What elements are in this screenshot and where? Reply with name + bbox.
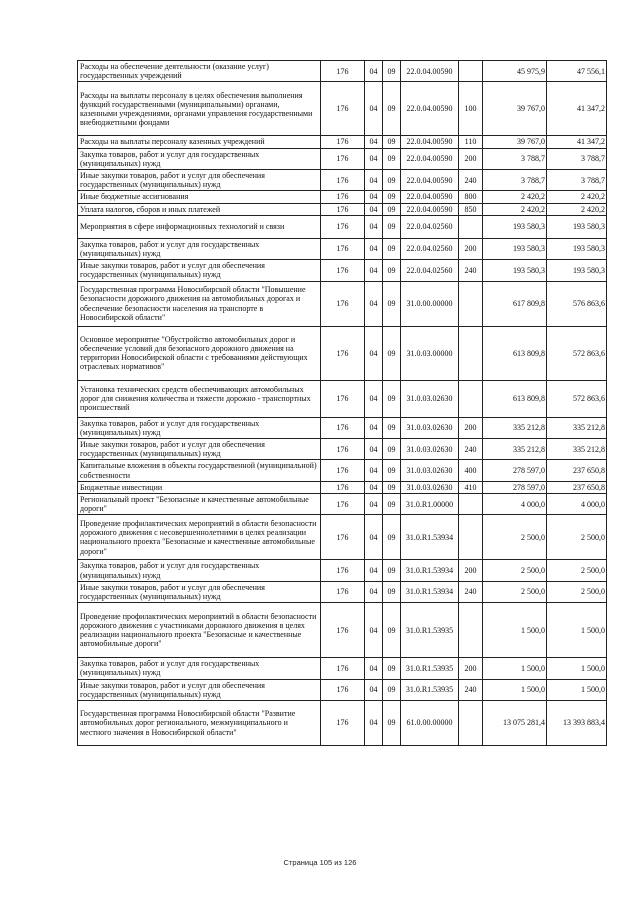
target-article-cell: 31.0.R1.53935 xyxy=(401,658,459,679)
amount-year1-cell: 13 075 281,4 xyxy=(483,701,547,746)
amount-year1-cell: 2 420,2 xyxy=(483,203,547,215)
row-name-cell: Уплата налогов, сборов и иных платежей xyxy=(78,203,321,215)
expense-type-cell: 240 xyxy=(459,581,483,602)
table-body xyxy=(78,61,607,746)
expense-type-cell xyxy=(459,380,483,417)
amount-year2-cell: 47 556,1 xyxy=(547,61,607,82)
expense-type-cell: 240 xyxy=(459,679,483,700)
amount-year2-cell: 335 212,8 xyxy=(547,417,607,438)
grbs-code-cell: 176 xyxy=(321,238,365,259)
amount-year2-cell: 572 863,6 xyxy=(547,326,607,380)
table-row xyxy=(78,701,607,746)
subsection-code-cell: 09 xyxy=(383,82,401,136)
row-name-cell: Проведение профилактических мероприятий в области безопасности дорожного движения с несовершеннолетними в целях реализации национального проекта "Безопасные и качественные автомобильные дороги" xyxy=(78,515,321,560)
row-name-cell: Закупка товаров, работ и услуг для государственных (муниципальных) нужд xyxy=(78,238,321,259)
grbs-code-cell: 176 xyxy=(321,460,365,481)
subsection-code-cell: 09 xyxy=(383,417,401,438)
grbs-code-cell: 176 xyxy=(321,260,365,281)
amount-year2-cell: 2 500,0 xyxy=(547,560,607,581)
amount-year1-cell: 2 500,0 xyxy=(483,515,547,560)
amount-year1-cell: 2 500,0 xyxy=(483,560,547,581)
grbs-code-cell: 176 xyxy=(321,481,365,493)
expense-type-cell: 200 xyxy=(459,658,483,679)
amount-year2-cell: 335 212,8 xyxy=(547,439,607,460)
amount-year1-cell: 1 500,0 xyxy=(483,603,547,658)
amount-year1-cell: 193 580,3 xyxy=(483,260,547,281)
table-row xyxy=(78,136,607,148)
table-row xyxy=(78,481,607,493)
section-code-cell: 04 xyxy=(365,61,383,82)
row-name-cell: Расходы на выплаты персоналу в целях обеспечения выполнения функций государственными (муниципальными) органами, казенными учреждениями, органами управления государственными внебюджетными фондами xyxy=(78,82,321,136)
expense-type-cell: 200 xyxy=(459,417,483,438)
row-name-cell: Мероприятия в сфере информационных технологий и связи xyxy=(78,215,321,238)
row-name-cell: Государственная программа Новосибирской области "Развитие автомобильных дорог регионального, межмуниципального и местного значения в Новосибирской области" xyxy=(78,701,321,746)
expense-type-cell xyxy=(459,603,483,658)
row-name-cell: Иные закупки товаров, работ и услуг для обеспечения государственных (муниципальных) нужд xyxy=(78,679,321,700)
section-code-cell: 04 xyxy=(365,380,383,417)
table-row xyxy=(78,203,607,215)
row-name-cell: Бюджетные инвестиции xyxy=(78,481,321,493)
target-article-cell: 22.0.04.02560 xyxy=(401,215,459,238)
grbs-code-cell: 176 xyxy=(321,61,365,82)
amount-year2-cell: 2 420,2 xyxy=(547,191,607,203)
expense-type-cell: 240 xyxy=(459,439,483,460)
grbs-code-cell: 176 xyxy=(321,603,365,658)
section-code-cell: 04 xyxy=(365,679,383,700)
amount-year2-cell: 13 393 883,4 xyxy=(547,701,607,746)
section-code-cell: 04 xyxy=(365,560,383,581)
table-row xyxy=(78,679,607,700)
amount-year2-cell: 2 500,0 xyxy=(547,581,607,602)
target-article-cell: 22.0.04.00590 xyxy=(401,148,459,169)
amount-year2-cell: 193 580,3 xyxy=(547,215,607,238)
table-row xyxy=(78,215,607,238)
table-row xyxy=(78,82,607,136)
row-name-cell: Иные закупки товаров, работ и услуг для обеспечения государственных (муниципальных) нужд xyxy=(78,170,321,191)
amount-year1-cell: 4 000,0 xyxy=(483,494,547,515)
amount-year2-cell: 2 420,2 xyxy=(547,203,607,215)
amount-year1-cell: 2 420,2 xyxy=(483,191,547,203)
target-article-cell: 22.0.04.02560 xyxy=(401,238,459,259)
target-article-cell: 31.0.03.02630 xyxy=(401,380,459,417)
target-article-cell: 22.0.04.02560 xyxy=(401,260,459,281)
expense-type-cell: 100 xyxy=(459,82,483,136)
target-article-cell: 31.0.R1.53934 xyxy=(401,581,459,602)
row-name-cell: Установка технических средств обеспечивающих автомобильных дорог для снижения количества и тяжести дорожно - транспортных происшествий xyxy=(78,380,321,417)
amount-year2-cell: 237 650,8 xyxy=(547,460,607,481)
expense-type-cell xyxy=(459,215,483,238)
amount-year2-cell: 576 863,6 xyxy=(547,281,607,326)
amount-year2-cell: 1 500,0 xyxy=(547,679,607,700)
table-row xyxy=(78,417,607,438)
subsection-code-cell: 09 xyxy=(383,215,401,238)
target-article-cell: 22.0.04.00590 xyxy=(401,136,459,148)
target-article-cell: 31.0.R1.53935 xyxy=(401,603,459,658)
amount-year2-cell: 3 788,7 xyxy=(547,170,607,191)
subsection-code-cell: 09 xyxy=(383,136,401,148)
subsection-code-cell: 09 xyxy=(383,494,401,515)
amount-year2-cell: 41 347,2 xyxy=(547,136,607,148)
grbs-code-cell: 176 xyxy=(321,701,365,746)
table-row xyxy=(78,581,607,602)
grbs-code-cell: 176 xyxy=(321,191,365,203)
amount-year2-cell: 2 500,0 xyxy=(547,515,607,560)
amount-year2-cell: 3 788,7 xyxy=(547,148,607,169)
row-name-cell: Иные бюджетные ассигнования xyxy=(78,191,321,203)
amount-year1-cell: 39 767,0 xyxy=(483,136,547,148)
subsection-code-cell: 09 xyxy=(383,238,401,259)
subsection-code-cell: 09 xyxy=(383,679,401,700)
expense-type-cell xyxy=(459,701,483,746)
target-article-cell: 31.0.R1.53935 xyxy=(401,679,459,700)
section-code-cell: 04 xyxy=(365,238,383,259)
table-row xyxy=(78,560,607,581)
row-name-cell: Основное мероприятие "Обустройство автомобильных дорог и обеспечение условий для безопасного дорожного движения на территории Новосибирской области с требованиями действующих отраслевых нормативов" xyxy=(78,326,321,380)
amount-year1-cell: 1 500,0 xyxy=(483,658,547,679)
grbs-code-cell: 176 xyxy=(321,581,365,602)
target-article-cell: 31.0.03.02630 xyxy=(401,481,459,493)
target-article-cell: 31.0.00.00000 xyxy=(401,281,459,326)
target-article-cell: 61.0.00.00000 xyxy=(401,701,459,746)
expense-type-cell: 200 xyxy=(459,148,483,169)
subsection-code-cell: 09 xyxy=(383,191,401,203)
section-code-cell: 04 xyxy=(365,82,383,136)
amount-year1-cell: 278 597,0 xyxy=(483,481,547,493)
row-name-cell: Иные закупки товаров, работ и услуг для обеспечения государственных (муниципальных) нужд xyxy=(78,260,321,281)
target-article-cell: 22.0.04.00590 xyxy=(401,82,459,136)
amount-year1-cell: 193 580,3 xyxy=(483,215,547,238)
section-code-cell: 04 xyxy=(365,203,383,215)
grbs-code-cell: 176 xyxy=(321,515,365,560)
section-code-cell: 04 xyxy=(365,148,383,169)
grbs-code-cell: 176 xyxy=(321,380,365,417)
table-row xyxy=(78,170,607,191)
table-row xyxy=(78,260,607,281)
budget-table xyxy=(77,60,607,746)
grbs-code-cell: 176 xyxy=(321,82,365,136)
subsection-code-cell: 09 xyxy=(383,481,401,493)
row-name-cell: Государственная программа Новосибирской области "Повышение безопасности дорожного движения на автомобильных дорогах и обеспечение безопасности населения на транспорте в Новосибирской области" xyxy=(78,281,321,326)
amount-year1-cell: 2 500,0 xyxy=(483,581,547,602)
grbs-code-cell: 176 xyxy=(321,439,365,460)
grbs-code-cell: 176 xyxy=(321,148,365,169)
amount-year1-cell: 617 809,8 xyxy=(483,281,547,326)
row-name-cell: Закупка товаров, работ и услуг для государственных (муниципальных) нужд xyxy=(78,658,321,679)
amount-year1-cell: 335 212,8 xyxy=(483,417,547,438)
section-code-cell: 04 xyxy=(365,460,383,481)
amount-year1-cell: 278 597,0 xyxy=(483,460,547,481)
expense-type-cell: 240 xyxy=(459,260,483,281)
subsection-code-cell: 09 xyxy=(383,148,401,169)
target-article-cell: 22.0.04.00590 xyxy=(401,203,459,215)
table-row xyxy=(78,148,607,169)
amount-year2-cell: 1 500,0 xyxy=(547,658,607,679)
subsection-code-cell: 09 xyxy=(383,203,401,215)
amount-year1-cell: 335 212,8 xyxy=(483,439,547,460)
grbs-code-cell: 176 xyxy=(321,417,365,438)
row-name-cell: Проведение профилактических мероприятий в области безопасности дорожного движения с участниками дорожного движения в целях реализации национального проекта "Безопасные и качественные автомобильные дороги" xyxy=(78,603,321,658)
amount-year1-cell: 3 788,7 xyxy=(483,170,547,191)
row-name-cell: Закупка товаров, работ и услуг для государственных (муниципальных) нужд xyxy=(78,148,321,169)
target-article-cell: 22.0.04.00590 xyxy=(401,191,459,203)
table-row xyxy=(78,281,607,326)
section-code-cell: 04 xyxy=(365,170,383,191)
amount-year2-cell: 1 500,0 xyxy=(547,603,607,658)
expense-type-cell: 400 xyxy=(459,460,483,481)
section-code-cell: 04 xyxy=(365,581,383,602)
target-article-cell: 31.0.R1.53934 xyxy=(401,560,459,581)
subsection-code-cell: 09 xyxy=(383,260,401,281)
amount-year1-cell: 45 975,9 xyxy=(483,61,547,82)
subsection-code-cell: 09 xyxy=(383,460,401,481)
expense-type-cell: 800 xyxy=(459,191,483,203)
amount-year1-cell: 1 500,0 xyxy=(483,679,547,700)
section-code-cell: 04 xyxy=(365,260,383,281)
expense-type-cell xyxy=(459,326,483,380)
expense-type-cell: 200 xyxy=(459,238,483,259)
table-row xyxy=(78,603,607,658)
page-number: Страница 105 из 126 xyxy=(283,858,357,867)
row-name-cell: Закупка товаров, работ и услуг для государственных (муниципальных) нужд xyxy=(78,417,321,438)
section-code-cell: 04 xyxy=(365,481,383,493)
section-code-cell: 04 xyxy=(365,701,383,746)
grbs-code-cell: 176 xyxy=(321,679,365,700)
row-name-cell: Расходы на обеспечение деятельности (оказание услуг) государственных учреждений xyxy=(78,61,321,82)
grbs-code-cell: 176 xyxy=(321,136,365,148)
section-code-cell: 04 xyxy=(365,603,383,658)
subsection-code-cell: 09 xyxy=(383,560,401,581)
grbs-code-cell: 176 xyxy=(321,560,365,581)
subsection-code-cell: 09 xyxy=(383,515,401,560)
subsection-code-cell: 09 xyxy=(383,439,401,460)
expense-type-cell: 410 xyxy=(459,481,483,493)
table-row xyxy=(78,380,607,417)
section-code-cell: 04 xyxy=(365,326,383,380)
section-code-cell: 04 xyxy=(365,136,383,148)
section-code-cell: 04 xyxy=(365,417,383,438)
expense-type-cell xyxy=(459,494,483,515)
amount-year1-cell: 613 809,8 xyxy=(483,380,547,417)
amount-year2-cell: 193 580,3 xyxy=(547,260,607,281)
table-row xyxy=(78,326,607,380)
amount-year2-cell: 193 580,3 xyxy=(547,238,607,259)
target-article-cell: 22.0.04.00590 xyxy=(401,170,459,191)
target-article-cell: 31.0.R1.00000 xyxy=(401,494,459,515)
section-code-cell: 04 xyxy=(365,494,383,515)
target-article-cell: 31.0.03.02630 xyxy=(401,460,459,481)
subsection-code-cell: 09 xyxy=(383,281,401,326)
amount-year2-cell: 4 000,0 xyxy=(547,494,607,515)
target-article-cell: 31.0.R1.53934 xyxy=(401,515,459,560)
table-row xyxy=(78,494,607,515)
target-article-cell: 31.0.03.00000 xyxy=(401,326,459,380)
amount-year1-cell: 613 809,8 xyxy=(483,326,547,380)
subsection-code-cell: 09 xyxy=(383,380,401,417)
grbs-code-cell: 176 xyxy=(321,203,365,215)
expense-type-cell: 110 xyxy=(459,136,483,148)
amount-year2-cell: 572 863,6 xyxy=(547,380,607,417)
expense-type-cell xyxy=(459,515,483,560)
expense-type-cell: 850 xyxy=(459,203,483,215)
row-name-cell: Капитальные вложения в объекты государственной (муниципальной) собственности xyxy=(78,460,321,481)
subsection-code-cell: 09 xyxy=(383,581,401,602)
amount-year2-cell: 41 347,2 xyxy=(547,82,607,136)
grbs-code-cell: 176 xyxy=(321,326,365,380)
subsection-code-cell: 09 xyxy=(383,326,401,380)
table-row xyxy=(78,515,607,560)
amount-year1-cell: 3 788,7 xyxy=(483,148,547,169)
expense-type-cell xyxy=(459,281,483,326)
target-article-cell: 31.0.03.02630 xyxy=(401,417,459,438)
subsection-code-cell: 09 xyxy=(383,603,401,658)
subsection-code-cell: 09 xyxy=(383,170,401,191)
table-row xyxy=(78,460,607,481)
grbs-code-cell: 176 xyxy=(321,494,365,515)
table-row xyxy=(78,61,607,82)
row-name-cell: Расходы на выплаты персоналу казенных учреждений xyxy=(78,136,321,148)
section-code-cell: 04 xyxy=(365,281,383,326)
row-name-cell: Иные закупки товаров, работ и услуг для обеспечения государственных (муниципальных) нужд xyxy=(78,581,321,602)
amount-year2-cell: 237 650,8 xyxy=(547,481,607,493)
section-code-cell: 04 xyxy=(365,215,383,238)
table-row xyxy=(78,191,607,203)
section-code-cell: 04 xyxy=(365,515,383,560)
grbs-code-cell: 176 xyxy=(321,281,365,326)
expense-type-cell: 200 xyxy=(459,560,483,581)
table-row xyxy=(78,238,607,259)
target-article-cell: 31.0.03.02630 xyxy=(401,439,459,460)
grbs-code-cell: 176 xyxy=(321,170,365,191)
table-row xyxy=(78,658,607,679)
subsection-code-cell: 09 xyxy=(383,658,401,679)
row-name-cell: Закупка товаров, работ и услуг для государственных (муниципальных) нужд xyxy=(78,560,321,581)
grbs-code-cell: 176 xyxy=(321,215,365,238)
subsection-code-cell: 09 xyxy=(383,701,401,746)
section-code-cell: 04 xyxy=(365,439,383,460)
amount-year1-cell: 39 767,0 xyxy=(483,82,547,136)
amount-year1-cell: 193 580,3 xyxy=(483,238,547,259)
table-row xyxy=(78,439,607,460)
section-code-cell: 04 xyxy=(365,658,383,679)
row-name-cell: Иные закупки товаров, работ и услуг для обеспечения государственных (муниципальных) нужд xyxy=(78,439,321,460)
expense-type-cell: 240 xyxy=(459,170,483,191)
section-code-cell: 04 xyxy=(365,191,383,203)
expense-type-cell xyxy=(459,61,483,82)
target-article-cell: 22.0.04.00590 xyxy=(401,61,459,82)
subsection-code-cell: 09 xyxy=(383,61,401,82)
grbs-code-cell: 176 xyxy=(321,658,365,679)
row-name-cell: Региональный проект "Безопасные и качественные автомобильные дороги" xyxy=(78,494,321,515)
